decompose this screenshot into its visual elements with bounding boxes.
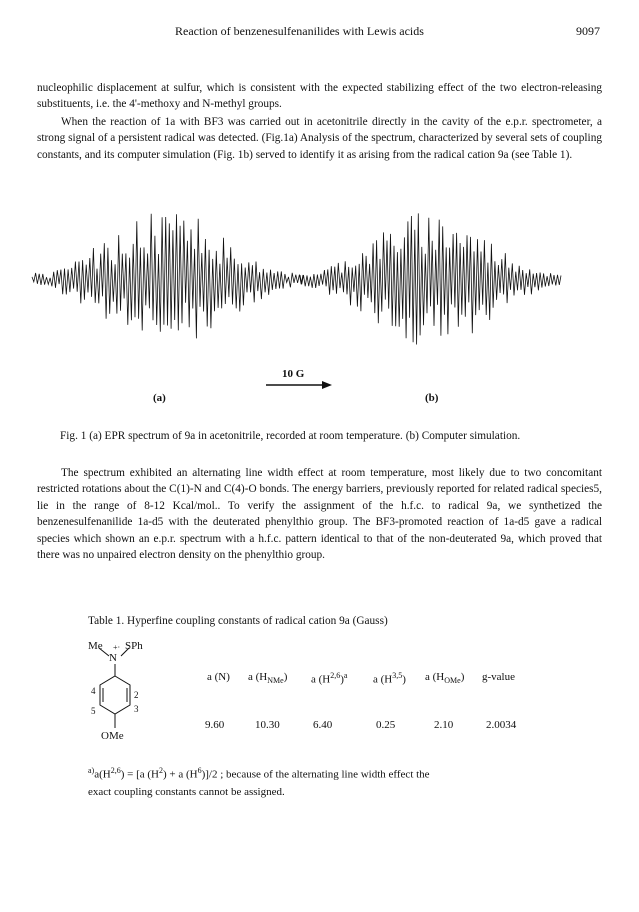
- epr-spectrum-simulated: [298, 200, 563, 360]
- structure-label-n: N: [109, 652, 117, 664]
- col-header-aN: a (N): [207, 671, 230, 683]
- paragraph-1: nucleophilic displacement at sulfur, which is consistent with the expected stabilizing effect of the two electron-releasing substituents, i.e. the 4'-methoxy and N-methyl groups.: [37, 82, 602, 111]
- paragraph-2: When the reaction of 1a with BF3 was carried out in acetonitrile directly in the cavity of the e.p.r. spectrometer, a strong signal of a persistent radical was detected. (Fig.1a) Analysis of the spectrum, characterized by several sets of coupling constants, and its computer simulation (Fig. 1b) served to identify it as arising from the radical cation 9a (see Table 1).: [37, 116, 602, 161]
- radical-cation-sign: +·: [113, 643, 121, 652]
- table-title: Table 1. Hyperfine coupling constants of radical cation 9a (Gauss): [88, 615, 388, 627]
- col-header-aH26: a $(H^{2,6})^a$: [311, 671, 348, 686]
- structure-label-ome: OMe: [101, 730, 124, 742]
- panel-label-a: (a): [153, 392, 166, 404]
- page-number: 9097: [576, 24, 600, 38]
- structure-label-2: 2: [134, 690, 139, 700]
- structure-label-3: 3: [134, 704, 139, 714]
- value-aN: 9.60: [205, 719, 225, 731]
- value-aH26: 6.40: [313, 719, 333, 731]
- col-header-g-value: g-value: [482, 671, 515, 683]
- footnote-line-1: $^{a)}a(H^{2,6}) = [a$ $(H^2) + a$ $(H^6)]/2$ ; because of the alternating line width effect the: [88, 766, 430, 781]
- table-footnote: [88, 762, 568, 801]
- page-header: [0, 24, 639, 40]
- scale-bar-arrow: [264, 380, 334, 390]
- col-header-aHOMe: a $(H_{OMe})$: [425, 671, 465, 686]
- epr-spectrum-experimental: [30, 200, 305, 360]
- value-g: 2.0034: [486, 719, 517, 731]
- running-title: Reaction of benzenesulfenanilides with Lewis acids: [175, 24, 424, 38]
- structure-label-sph: SPh: [125, 640, 143, 652]
- col-header-aHNMe: a $(H_{NMe})$: [248, 671, 288, 686]
- value-aH35: 0.25: [376, 719, 396, 731]
- col-header-aH35: a $(H^{3,5})$: [373, 671, 406, 686]
- structure-label-4: 4: [91, 686, 96, 696]
- footnote-line-2: exact coupling constants cannot be assigned.: [88, 785, 285, 798]
- scale-bar-label: 10 G: [282, 368, 305, 380]
- structure-label-5: 5: [91, 706, 96, 716]
- spectrum-trace: [32, 214, 303, 339]
- spectrum-trace: [300, 213, 561, 344]
- figure-caption: Fig. 1 (a) EPR spectrum of 9a in acetonitrile, recorded at room temperature. (b) Computer simulation.: [60, 430, 521, 442]
- structure-label-me: Me: [88, 640, 103, 652]
- value-aHNMe: 10.30: [255, 719, 280, 731]
- panel-label-b: (b): [425, 392, 439, 404]
- paragraph-3: The spectrum exhibited an alternating line width effect at room temperature, most likely due to two concomitant restricted rotations about the C(1)-N and C(4)-O bonds. The energy barriers, previously reported for related radical species5, lie in the range of 8-12 Kcal/mol.. To verify the assignment of the h.f.c. to radical 9a, we synthetized the benzenesulfenanilide 1a-d5 with the deuterated phenylthio group. The BF3-promoted reaction of 1a-d5 gave a radical species which shown an e.p.r. spectrum with a h.f.c. pattern identical to that of the non-deuterated 9a, which proved that there was no unpaired electron density on the phenylthio group.: [37, 467, 602, 562]
- value-aHOMe: 2.10: [434, 719, 454, 731]
